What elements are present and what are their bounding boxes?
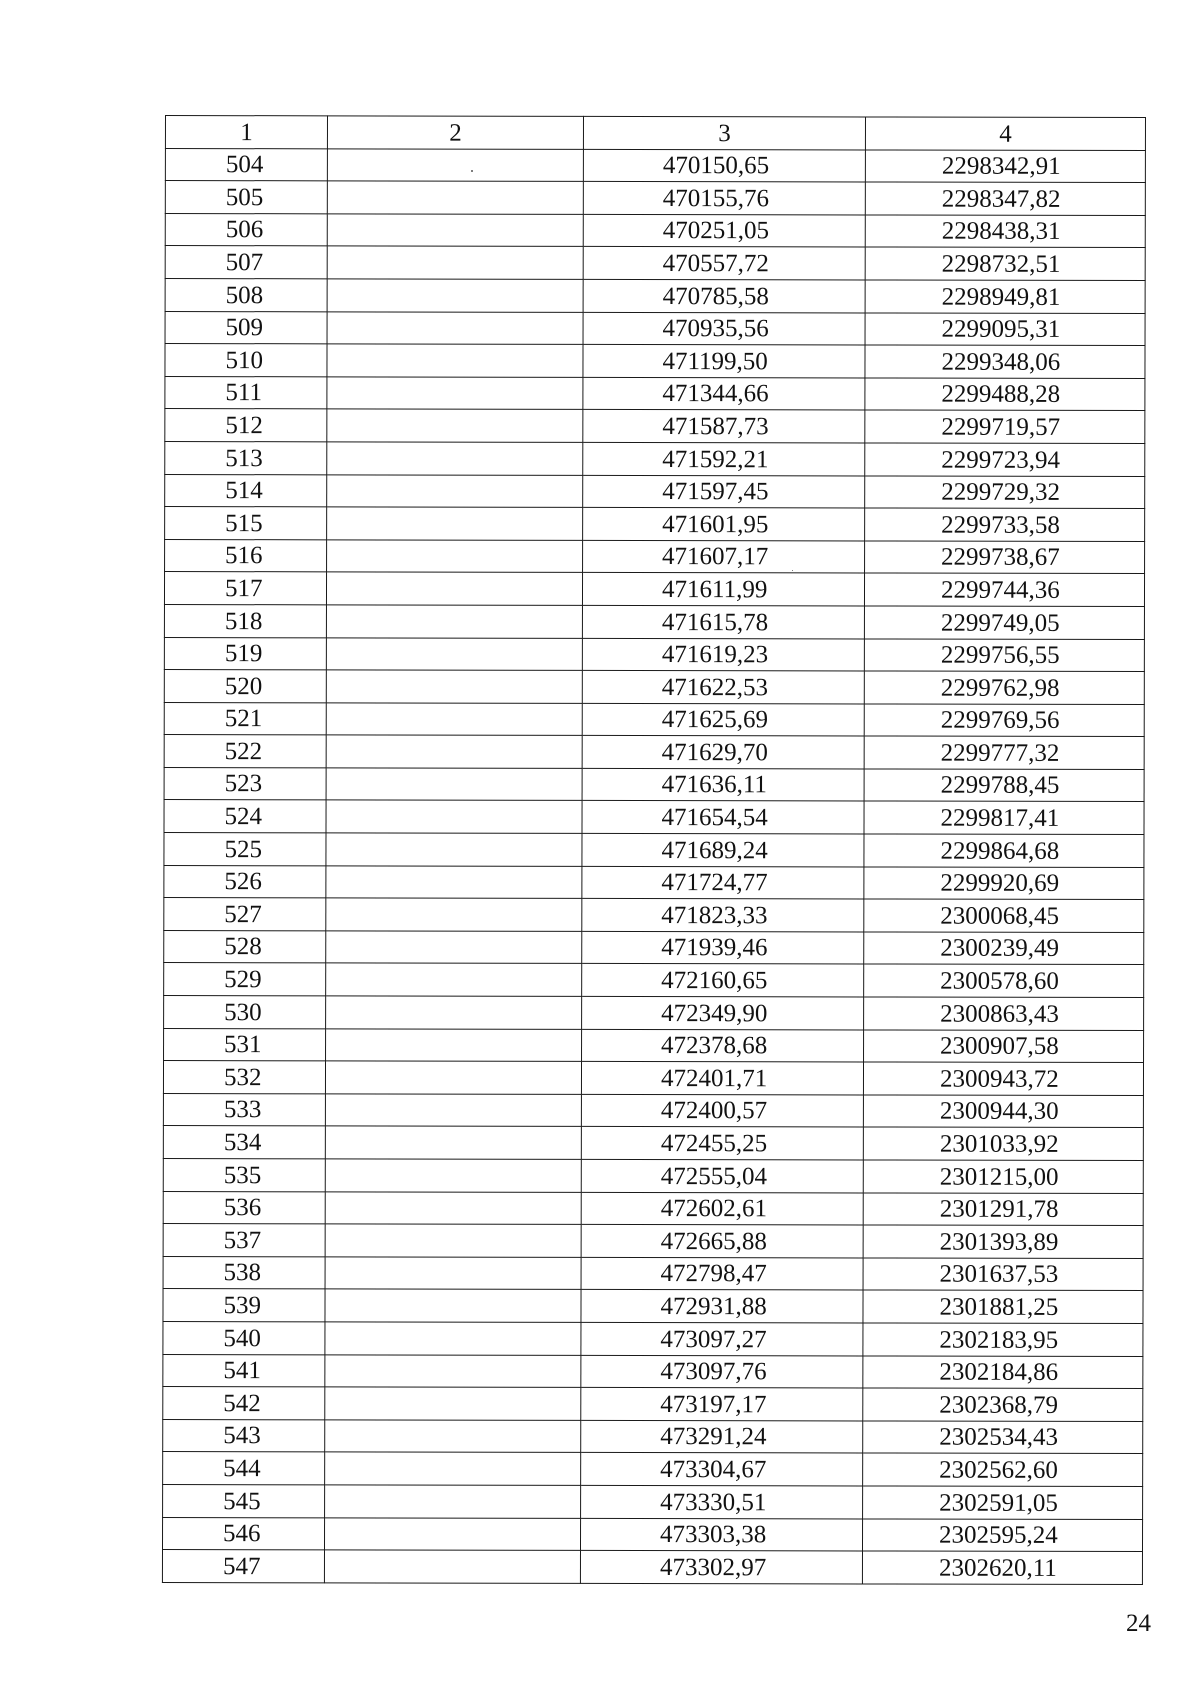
cell-coordinate-x: 471689,24 [582, 833, 864, 866]
cell-col-2 [326, 996, 582, 1029]
cell-coordinate-x: 472665,88 [581, 1225, 863, 1258]
cell-point-number: 545 [163, 1484, 325, 1517]
cell-col-2 [326, 865, 582, 898]
table-body [162, 148, 1145, 1584]
cell-point-number: 523 [164, 767, 326, 800]
cell-point-number: 527 [164, 898, 326, 931]
cell-col-2 [325, 1420, 581, 1453]
cell-col-2 [325, 1322, 581, 1355]
cell-coordinate-x: 471654,54 [582, 801, 864, 834]
coordinates-table [162, 115, 1146, 1585]
cell-coordinate-y: 2300944,30 [863, 1095, 1143, 1128]
cell-col-2 [327, 507, 583, 540]
table-row [163, 1126, 1143, 1161]
cell-coordinate-y: 2299729,32 [865, 475, 1145, 508]
cell-coordinate-x: 470251,05 [583, 214, 865, 247]
cell-point-number: 526 [164, 865, 326, 898]
table-row [165, 246, 1145, 281]
cell-coordinate-x: 472798,47 [581, 1257, 863, 1290]
table-row [165, 148, 1145, 183]
cell-point-number: 517 [164, 572, 326, 605]
cell-point-number: 529 [164, 963, 326, 996]
cell-col-2 [326, 572, 582, 605]
cell-col-2 [327, 474, 583, 507]
cell-coordinate-x: 471939,46 [582, 931, 864, 964]
cell-coordinate-x: 472378,68 [582, 1029, 864, 1062]
cell-point-number: 537 [163, 1224, 325, 1257]
cell-point-number: 512 [165, 409, 327, 442]
table-row [165, 213, 1145, 248]
cell-col-2 [327, 311, 583, 344]
cell-coordinate-y: 2301393,89 [863, 1225, 1143, 1258]
cell-coordinate-x: 473302,97 [580, 1550, 862, 1583]
cell-coordinate-x: 471601,95 [583, 508, 865, 541]
cell-coordinate-y: 2300239,49 [864, 932, 1144, 965]
table-row [164, 800, 1144, 835]
cell-coordinate-x: 472602,61 [581, 1192, 863, 1225]
table-row [163, 1321, 1143, 1356]
cell-coordinate-y: 2302595,24 [862, 1518, 1142, 1551]
cell-col-2 [324, 1517, 580, 1550]
cell-coordinate-y: 2299777,32 [864, 736, 1144, 769]
table-row [163, 1224, 1143, 1259]
cell-col-2 [327, 181, 583, 214]
table-header [165, 116, 1145, 151]
cell-col-2 [325, 1257, 581, 1290]
cell-point-number: 542 [163, 1387, 325, 1420]
cell-point-number: 521 [164, 702, 326, 735]
table-row [164, 702, 1144, 737]
header-col-2: 2 [327, 116, 583, 149]
table-row [165, 441, 1145, 476]
cell-point-number: 518 [164, 604, 326, 637]
header-col-4: 4 [865, 117, 1145, 150]
cell-point-number: 509 [165, 311, 327, 344]
table-row [164, 572, 1144, 607]
cell-point-number: 506 [165, 213, 327, 246]
cell-point-number: 543 [163, 1419, 325, 1452]
cell-col-2 [325, 1387, 581, 1420]
cell-coordinate-x: 471199,50 [583, 345, 865, 378]
cell-point-number: 544 [163, 1452, 325, 1485]
cell-col-2 [326, 1028, 582, 1061]
cell-point-number: 516 [165, 539, 327, 572]
cell-coordinate-y: 2301291,78 [863, 1193, 1143, 1226]
cell-coordinate-y: 2299762,98 [864, 671, 1144, 704]
cell-coordinate-y: 2298347,82 [865, 182, 1145, 215]
cell-point-number: 524 [164, 800, 326, 833]
cell-coordinate-y: 2299723,94 [865, 443, 1145, 476]
cell-coordinate-x: 472931,88 [581, 1290, 863, 1323]
cell-coordinate-x: 473197,17 [581, 1388, 863, 1421]
cell-coordinate-x: 471615,78 [582, 605, 864, 638]
cell-coordinate-x: 472555,04 [581, 1159, 863, 1192]
cell-col-2 [326, 637, 582, 670]
cell-col-2 [327, 214, 583, 247]
scan-speck [471, 170, 473, 172]
cell-coordinate-x: 472349,90 [582, 996, 864, 1029]
cell-coordinate-x: 471636,11 [582, 768, 864, 801]
cell-point-number: 536 [163, 1191, 325, 1224]
cell-coordinate-x: 470935,56 [583, 312, 865, 345]
cell-coordinate-y: 2299488,28 [865, 378, 1145, 411]
table-row [163, 1093, 1143, 1128]
cell-coordinate-y: 2299756,55 [864, 638, 1144, 671]
cell-col-2 [326, 800, 582, 833]
table-row [164, 996, 1144, 1031]
cell-coordinate-y: 2302183,95 [863, 1323, 1143, 1356]
table-row [164, 1028, 1144, 1063]
cell-point-number: 535 [163, 1158, 325, 1191]
cell-coordinate-y: 2302620,11 [862, 1551, 1142, 1584]
cell-coordinate-y: 2301033,92 [863, 1127, 1143, 1160]
cell-coordinate-x: 470785,58 [583, 279, 865, 312]
cell-coordinate-y: 2300863,43 [864, 997, 1144, 1030]
cell-coordinate-y: 2302184,86 [863, 1356, 1143, 1389]
table-row [164, 670, 1144, 705]
table-row [163, 1354, 1143, 1389]
scan-speck [792, 570, 793, 571]
cell-coordinate-x: 471587,73 [583, 410, 865, 443]
cell-coordinate-y: 2299095,31 [865, 313, 1145, 346]
cell-point-number: 519 [164, 637, 326, 670]
cell-coordinate-x: 471611,99 [582, 573, 864, 606]
cell-col-2 [327, 377, 583, 410]
header-col-1: 1 [165, 116, 327, 149]
cell-coordinate-x: 471625,69 [582, 703, 864, 736]
cell-point-number: 533 [163, 1093, 325, 1126]
cell-coordinate-y: 2301637,53 [863, 1258, 1143, 1291]
cell-coordinate-x: 471597,45 [583, 475, 865, 508]
cell-point-number: 534 [163, 1126, 325, 1159]
table-row [164, 963, 1144, 998]
cell-coordinate-y: 2302591,05 [863, 1486, 1143, 1519]
cell-col-2 [326, 963, 582, 996]
cell-point-number: 522 [164, 735, 326, 768]
cell-col-2 [327, 279, 583, 312]
cell-coordinate-y: 2302562,60 [863, 1453, 1143, 1486]
cell-coordinate-y: 2299348,06 [865, 345, 1145, 378]
cell-coordinate-y: 2298732,51 [865, 247, 1145, 280]
cell-coordinate-x: 471619,23 [582, 638, 864, 671]
cell-coordinate-y: 2299817,41 [864, 801, 1144, 834]
cell-point-number: 505 [165, 181, 327, 214]
cell-col-2 [327, 148, 583, 181]
cell-coordinate-x: 471629,70 [582, 736, 864, 769]
cell-coordinate-y: 2302368,79 [863, 1388, 1143, 1421]
cell-col-2 [325, 1061, 581, 1094]
cell-coordinate-x: 473303,38 [580, 1518, 862, 1551]
cell-point-number: 504 [165, 148, 327, 181]
cell-coordinate-y: 2299769,56 [864, 704, 1144, 737]
cell-col-2 [327, 540, 583, 573]
cell-coordinate-x: 473291,24 [581, 1420, 863, 1453]
cell-coordinate-x: 471344,66 [583, 377, 865, 410]
page-number: 24 [1126, 1610, 1151, 1637]
cell-col-2 [326, 768, 582, 801]
cell-coordinate-x: 473097,76 [581, 1355, 863, 1388]
cell-col-2 [325, 1126, 581, 1159]
cell-col-2 [326, 703, 582, 736]
table-row [163, 1061, 1143, 1096]
cell-col-2 [325, 1289, 581, 1322]
table-row [165, 539, 1145, 574]
cell-col-2 [325, 1094, 581, 1127]
cell-coordinate-x: 473097,27 [581, 1322, 863, 1355]
cell-coordinate-x: 471622,53 [582, 670, 864, 703]
table-row [165, 311, 1145, 346]
cell-coordinate-y: 2298949,81 [865, 280, 1145, 313]
table-row [164, 898, 1144, 933]
cell-coordinate-x: 472400,57 [581, 1094, 863, 1127]
table-row [163, 1452, 1143, 1487]
cell-coordinate-y: 2300943,72 [863, 1062, 1143, 1095]
cell-coordinate-x: 472455,25 [581, 1127, 863, 1160]
cell-point-number: 508 [165, 278, 327, 311]
cell-coordinate-y: 2299788,45 [864, 769, 1144, 802]
cell-col-2 [326, 605, 582, 638]
cell-coordinate-x: 471607,17 [583, 540, 865, 573]
cell-col-2 [327, 442, 583, 475]
cell-col-2 [325, 1191, 581, 1224]
table-row [164, 767, 1144, 802]
table-row [164, 637, 1144, 672]
table-row [164, 833, 1144, 868]
cell-col-2 [325, 1485, 581, 1518]
cell-coordinate-y: 2299719,57 [865, 410, 1145, 443]
cell-coordinate-x: 471592,21 [583, 442, 865, 475]
table-row [163, 1387, 1143, 1422]
cell-col-2 [327, 409, 583, 442]
cell-point-number: 538 [163, 1256, 325, 1289]
cell-col-2 [326, 931, 582, 964]
table-row [165, 376, 1145, 411]
cell-coordinate-y: 2298438,31 [865, 215, 1145, 248]
cell-col-2 [325, 1159, 581, 1192]
cell-coordinate-y: 2299733,58 [865, 508, 1145, 541]
table-row [163, 1419, 1143, 1454]
cell-point-number: 531 [164, 1028, 326, 1061]
cell-coordinate-x: 472160,65 [582, 964, 864, 997]
table-row [163, 1289, 1143, 1324]
header-row [165, 116, 1145, 151]
table-row [164, 930, 1144, 965]
cell-col-2 [326, 735, 582, 768]
table-row [163, 1256, 1143, 1291]
cell-point-number: 530 [164, 996, 326, 1029]
cell-coordinate-y: 2299738,67 [865, 541, 1145, 574]
cell-point-number: 515 [165, 507, 327, 540]
cell-coordinate-y: 2301215,00 [863, 1160, 1143, 1193]
cell-col-2 [325, 1224, 581, 1257]
cell-col-2 [325, 1354, 581, 1387]
cell-col-2 [327, 246, 583, 279]
cell-coordinate-y: 2299744,36 [864, 573, 1144, 606]
cell-point-number: 541 [163, 1354, 325, 1387]
cell-coordinate-x: 470150,65 [583, 149, 865, 182]
cell-point-number: 525 [164, 833, 326, 866]
cell-point-number: 520 [164, 670, 326, 703]
cell-col-2 [326, 833, 582, 866]
header-col-3: 3 [583, 116, 865, 149]
cell-coordinate-y: 2302534,43 [863, 1421, 1143, 1454]
cell-point-number: 539 [163, 1289, 325, 1322]
cell-coordinate-y: 2299864,68 [864, 834, 1144, 867]
cell-point-number: 547 [162, 1550, 324, 1583]
table-row [162, 1517, 1142, 1552]
cell-point-number: 514 [165, 474, 327, 507]
cell-coordinate-x: 472401,71 [581, 1062, 863, 1095]
table-row [165, 474, 1145, 509]
table-row [163, 1158, 1143, 1193]
cell-point-number: 511 [165, 376, 327, 409]
table-row [165, 181, 1145, 216]
cell-coordinate-y: 2300907,58 [864, 1030, 1144, 1063]
cell-col-2 [324, 1550, 580, 1583]
cell-point-number: 528 [164, 930, 326, 963]
cell-col-2 [327, 344, 583, 377]
cell-coordinate-y: 2298342,91 [865, 150, 1145, 183]
cell-point-number: 540 [163, 1321, 325, 1354]
table-row [163, 1191, 1143, 1226]
cell-col-2 [325, 1452, 581, 1485]
cell-point-number: 507 [165, 246, 327, 279]
table-row [164, 735, 1144, 770]
cell-point-number: 532 [163, 1061, 325, 1094]
table-row [162, 1550, 1142, 1585]
cell-coordinate-x: 473304,67 [581, 1453, 863, 1486]
cell-coordinate-x: 473330,51 [581, 1485, 863, 1518]
cell-coordinate-x: 471724,77 [582, 866, 864, 899]
cell-coordinate-y: 2300578,60 [864, 964, 1144, 997]
cell-point-number: 513 [165, 441, 327, 474]
table-row [165, 409, 1145, 444]
table-row [164, 604, 1144, 639]
cell-coordinate-y: 2300068,45 [864, 899, 1144, 932]
cell-point-number: 546 [162, 1517, 324, 1550]
table-row [165, 507, 1145, 542]
table-row [164, 865, 1144, 900]
cell-point-number: 510 [165, 344, 327, 377]
cell-coordinate-y: 2299749,05 [864, 606, 1144, 639]
cell-coordinate-x: 471823,33 [582, 899, 864, 932]
cell-coordinate-y: 2301881,25 [863, 1290, 1143, 1323]
table-row [165, 344, 1145, 379]
cell-coordinate-x: 470155,76 [583, 182, 865, 215]
cell-col-2 [326, 670, 582, 703]
table-row [165, 278, 1145, 313]
cell-coordinate-y: 2299920,69 [864, 867, 1144, 900]
table-row [163, 1484, 1143, 1519]
cell-coordinate-x: 470557,72 [583, 247, 865, 280]
cell-col-2 [326, 898, 582, 931]
